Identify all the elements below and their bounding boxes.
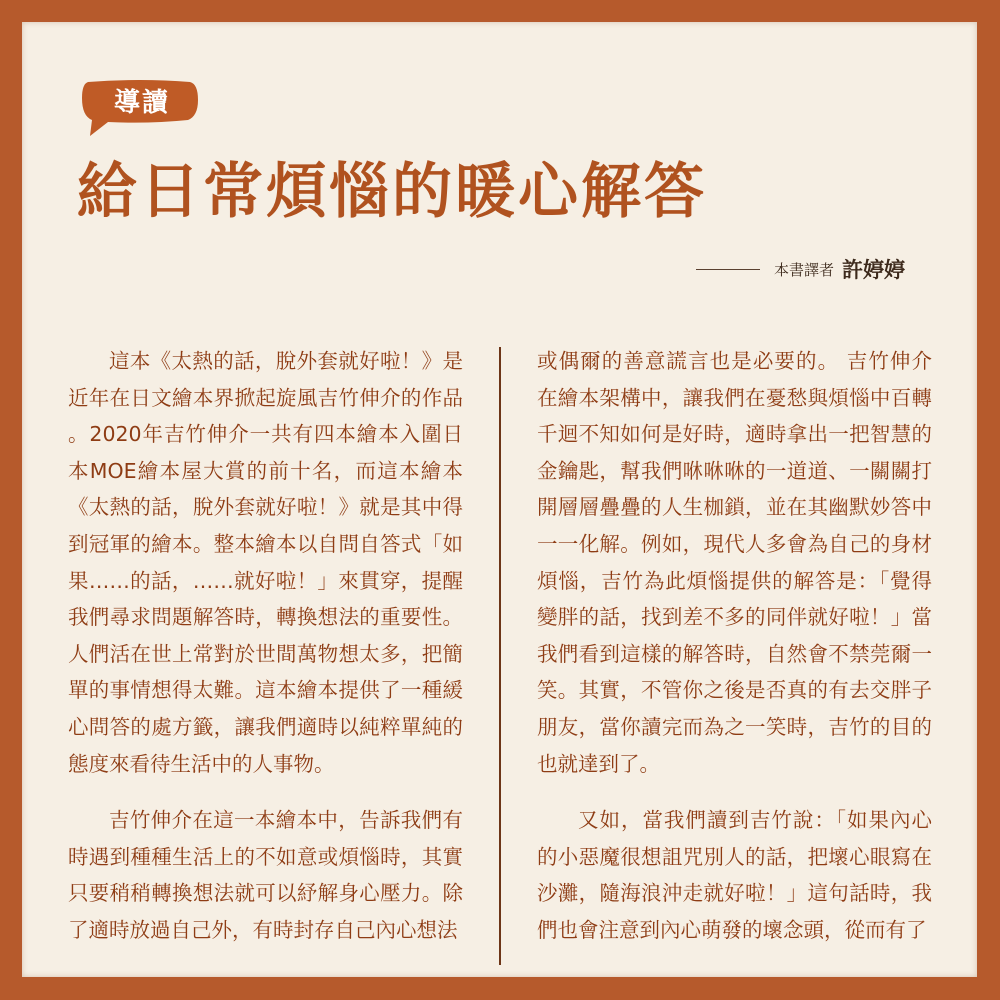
- speech-bubble-badge: [78, 76, 202, 134]
- badge-label: 導讀: [113, 88, 170, 118]
- byline: [696, 254, 905, 284]
- left-paragraph-2: 吉竹伸介在這一本繪本中，告訴我們有時遇到種種生活上的不如意或煩惱時，其實只要稍稍轉換想法就可以紓解身心壓力。除了適時放過自己外，有時封存自己內心想法: [68, 808, 463, 942]
- right-paragraph-2: 又如，當我們讀到吉竹說：「如果內心的小惡魔很想詛咒別人的話，把壞心眼寫在沙灘，隨海浪沖走就好啦！」這句話時，我們也會注意到內心萌發的壞念頭，從而有了: [537, 808, 932, 942]
- left-column: [68, 343, 463, 969]
- column-divider: [499, 347, 501, 965]
- page: [22, 22, 977, 977]
- right-paragraph-1: 或偶爾的善意謊言也是必要的。 吉竹伸介在繪本架構中，讓我們在憂愁與煩惱中百轉千迴不知如何是好時，適時拿出一把智慧的金鑰匙，幫我們咻咻咻的一道道、一關關打開層層疊疊的人生枷鎖，並在其幽默妙答中一一化解。例如，現代人多會為自己的身材煩惱，吉竹為此煩惱提供的解答是：「覺得變胖的話，找到差不多的同伴就好啦！」當我們看到這樣的解答時，自然會不禁莞爾一笑。其實，不管你之後是否真的有去交胖子朋友，當你讀完而為之一笑時，吉竹的目的也就達到了。: [537, 349, 932, 776]
- right-column: [537, 343, 932, 969]
- byline-dash: [696, 269, 760, 270]
- left-paragraph-1: 這本《太熱的話，脫外套就好啦！》是近年在日文繪本界掀起旋風吉竹伸介的作品。2020年吉竹伸介一共有四本繪本入圍日本MOE繪本屋大賞的前十名，而這本繪本《太熱的話，脫外套就好啦！》就是其中得到冠軍的繪本。整本繪本以自問自答式「如果……的話，……就好啦！」來貫穿，提醒我們尋求問題解答時，轉換想法的重要性。人們活在世上常對於世間萬物想太多，把簡單的事情想得太難。這本繪本提供了一種緩心問答的處方籤，讓我們適時以純粹單純的態度來看待生活中的人事物。: [68, 349, 463, 776]
- byline-role: 本書譯者: [773, 260, 834, 279]
- page-title: 給日常煩惱的暖心解答: [77, 157, 707, 227]
- byline-name: 許婷婷: [842, 257, 905, 282]
